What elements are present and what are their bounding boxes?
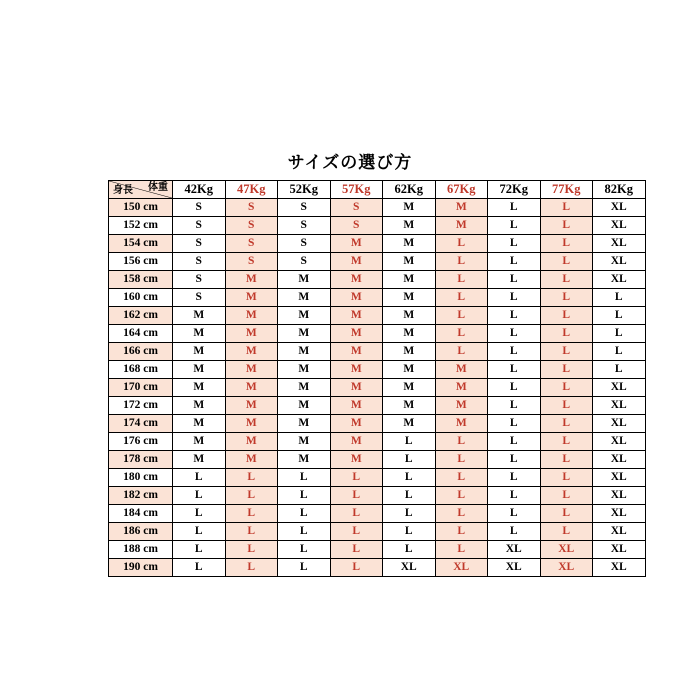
size-cell: M [173, 379, 226, 397]
size-cell: L [488, 271, 541, 289]
height-header-6: 162 cm [109, 307, 173, 325]
size-cell: M [330, 271, 383, 289]
size-cell: L [435, 235, 488, 253]
table-row [109, 253, 646, 271]
table-row [109, 415, 646, 433]
table-row [109, 451, 646, 469]
size-cell: L [225, 487, 278, 505]
size-cell: L [488, 523, 541, 541]
size-cell: M [330, 415, 383, 433]
weight-header-5: 67Kg [435, 181, 488, 199]
size-cell: L [540, 343, 593, 361]
height-header-3: 156 cm [109, 253, 173, 271]
size-cell: L [383, 505, 436, 523]
size-cell: L [488, 487, 541, 505]
size-cell: M [330, 235, 383, 253]
size-cell: L [225, 541, 278, 559]
size-cell: S [225, 217, 278, 235]
height-axis-label: 身長 [113, 185, 133, 196]
size-cell: XL [593, 199, 646, 217]
size-cell: L [435, 541, 488, 559]
size-cell: L [593, 289, 646, 307]
page-title: サイズの選び方 [287, 153, 413, 172]
height-header-12: 174 cm [109, 415, 173, 433]
size-cell: M [173, 361, 226, 379]
size-cell: M [383, 415, 436, 433]
size-cell: S [173, 271, 226, 289]
size-cell: L [488, 505, 541, 523]
size-cell: M [330, 289, 383, 307]
size-cell: XL [593, 415, 646, 433]
size-cell: L [278, 523, 331, 541]
size-cell: S [173, 253, 226, 271]
size-cell: XL [383, 559, 436, 577]
size-cell: L [593, 343, 646, 361]
size-cell: L [278, 469, 331, 487]
size-cell: L [540, 415, 593, 433]
size-cell: L [383, 469, 436, 487]
size-cell: M [330, 253, 383, 271]
table-row [109, 433, 646, 451]
size-cell: M [225, 451, 278, 469]
size-cell: L [540, 505, 593, 523]
size-cell: XL [593, 397, 646, 415]
size-cell: M [383, 361, 436, 379]
size-cell: L [593, 325, 646, 343]
table-row [109, 199, 646, 217]
size-cell: XL [593, 451, 646, 469]
height-header-20: 190 cm [109, 559, 173, 577]
size-cell: L [225, 469, 278, 487]
header-row [109, 181, 646, 199]
weight-axis-label: 体重 [148, 182, 168, 193]
weight-header-4: 62Kg [383, 181, 436, 199]
size-cell: M [173, 307, 226, 325]
height-header-7: 164 cm [109, 325, 173, 343]
size-cell: L [278, 487, 331, 505]
weight-header-8: 82Kg [593, 181, 646, 199]
size-cell: L [173, 523, 226, 541]
size-cell: L [435, 523, 488, 541]
size-cell: M [278, 325, 331, 343]
size-cell: L [540, 289, 593, 307]
size-cell: S [278, 199, 331, 217]
height-header-14: 178 cm [109, 451, 173, 469]
size-cell: M [383, 379, 436, 397]
weight-header-0: 42Kg [173, 181, 226, 199]
size-cell: S [173, 235, 226, 253]
table-row [109, 379, 646, 397]
size-cell: L [278, 559, 331, 577]
size-cell: XL [435, 559, 488, 577]
size-cell: M [330, 361, 383, 379]
size-cell: L [488, 289, 541, 307]
weight-header-2: 52Kg [278, 181, 331, 199]
size-cell: L [435, 271, 488, 289]
size-cell: M [225, 379, 278, 397]
size-cell: L [540, 451, 593, 469]
weight-header-1: 47Kg [225, 181, 278, 199]
size-cell: XL [593, 523, 646, 541]
height-header-15: 180 cm [109, 469, 173, 487]
size-cell: M [278, 361, 331, 379]
height-header-16: 182 cm [109, 487, 173, 505]
size-cell: L [593, 307, 646, 325]
size-cell: L [435, 451, 488, 469]
size-cell: XL [593, 487, 646, 505]
size-cell: S [173, 199, 226, 217]
size-cell: L [488, 253, 541, 271]
size-cell: L [540, 235, 593, 253]
size-cell: L [488, 379, 541, 397]
size-cell: L [225, 559, 278, 577]
size-cell: L [435, 469, 488, 487]
size-cell: L [330, 505, 383, 523]
size-cell: XL [540, 559, 593, 577]
height-header-13: 176 cm [109, 433, 173, 451]
size-cell: M [435, 397, 488, 415]
size-cell: L [540, 325, 593, 343]
size-cell: M [383, 235, 436, 253]
height-header-9: 168 cm [109, 361, 173, 379]
size-cell: XL [540, 541, 593, 559]
size-cell: XL [593, 469, 646, 487]
size-cell: S [330, 199, 383, 217]
size-cell: M [173, 433, 226, 451]
size-cell: M [225, 433, 278, 451]
size-cell: XL [593, 505, 646, 523]
size-cell: L [435, 505, 488, 523]
size-cell: M [278, 343, 331, 361]
size-cell: L [488, 325, 541, 343]
size-cell: M [225, 271, 278, 289]
table-row [109, 541, 646, 559]
size-cell: M [383, 325, 436, 343]
size-cell: M [435, 379, 488, 397]
size-chart [108, 180, 633, 577]
size-cell: M [278, 379, 331, 397]
size-cell: XL [593, 379, 646, 397]
height-header-2: 154 cm [109, 235, 173, 253]
size-cell: L [540, 487, 593, 505]
table-body [109, 199, 646, 577]
size-cell: M [225, 361, 278, 379]
size-cell: S [225, 235, 278, 253]
size-cell: M [383, 271, 436, 289]
size-cell: M [278, 433, 331, 451]
size-cell: S [278, 217, 331, 235]
height-header-5: 160 cm [109, 289, 173, 307]
size-cell: L [435, 253, 488, 271]
size-cell: L [540, 271, 593, 289]
size-cell: M [330, 397, 383, 415]
size-cell: M [330, 343, 383, 361]
height-header-10: 170 cm [109, 379, 173, 397]
size-cell: M [383, 217, 436, 235]
size-cell: XL [488, 541, 541, 559]
height-header-8: 166 cm [109, 343, 173, 361]
size-cell: L [383, 487, 436, 505]
corner-cell [109, 181, 173, 199]
height-header-17: 184 cm [109, 505, 173, 523]
size-cell: M [173, 325, 226, 343]
table-row [109, 361, 646, 379]
size-cell: M [225, 343, 278, 361]
size-cell: L [173, 487, 226, 505]
table-row [109, 505, 646, 523]
size-cell: M [173, 397, 226, 415]
table-row [109, 325, 646, 343]
size-cell: M [383, 397, 436, 415]
size-cell: M [225, 325, 278, 343]
size-cell: L [540, 379, 593, 397]
size-cell: L [488, 235, 541, 253]
size-cell: L [330, 469, 383, 487]
size-cell: L [173, 469, 226, 487]
size-cell: S [173, 289, 226, 307]
table-row [109, 397, 646, 415]
size-cell: L [278, 505, 331, 523]
size-cell: L [435, 343, 488, 361]
size-cell: L [225, 523, 278, 541]
size-cell: M [330, 433, 383, 451]
size-cell: L [435, 307, 488, 325]
size-cell: M [330, 307, 383, 325]
size-cell: L [330, 541, 383, 559]
size-cell: M [278, 271, 331, 289]
size-cell: L [540, 199, 593, 217]
table-header [109, 181, 646, 199]
weight-header-3: 57Kg [330, 181, 383, 199]
size-cell: L [488, 415, 541, 433]
size-cell: L [278, 541, 331, 559]
size-table [108, 180, 646, 577]
size-cell: S [225, 253, 278, 271]
size-cell: L [330, 559, 383, 577]
size-cell: M [225, 397, 278, 415]
size-cell: XL [593, 217, 646, 235]
size-cell: L [488, 469, 541, 487]
size-cell: M [383, 289, 436, 307]
table-row [109, 271, 646, 289]
size-cell: M [383, 307, 436, 325]
size-cell: M [435, 361, 488, 379]
height-header-0: 150 cm [109, 199, 173, 217]
size-cell: XL [593, 433, 646, 451]
size-cell: XL [593, 559, 646, 577]
size-cell: M [173, 451, 226, 469]
size-cell: L [488, 307, 541, 325]
size-cell: M [435, 199, 488, 217]
size-cell: L [593, 361, 646, 379]
size-cell: M [173, 343, 226, 361]
size-cell: XL [488, 559, 541, 577]
height-header-19: 188 cm [109, 541, 173, 559]
size-cell: S [225, 199, 278, 217]
size-cell: L [540, 469, 593, 487]
size-cell: XL [593, 235, 646, 253]
height-header-1: 152 cm [109, 217, 173, 235]
table-row [109, 469, 646, 487]
size-cell: M [383, 253, 436, 271]
size-cell: M [330, 325, 383, 343]
size-cell: L [540, 523, 593, 541]
size-cell: L [383, 433, 436, 451]
height-header-11: 172 cm [109, 397, 173, 415]
size-cell: S [278, 235, 331, 253]
size-cell: L [488, 343, 541, 361]
size-cell: L [488, 361, 541, 379]
weight-header-6: 72Kg [488, 181, 541, 199]
size-cell: L [225, 505, 278, 523]
size-cell: M [225, 307, 278, 325]
size-cell: L [540, 361, 593, 379]
size-cell: M [330, 451, 383, 469]
size-cell: M [278, 307, 331, 325]
size-cell: M [330, 379, 383, 397]
size-cell: L [383, 541, 436, 559]
table-row [109, 523, 646, 541]
size-cell: M [435, 217, 488, 235]
size-cell: L [488, 217, 541, 235]
size-cell: M [278, 415, 331, 433]
height-header-18: 186 cm [109, 523, 173, 541]
size-cell: M [383, 343, 436, 361]
size-cell: M [278, 289, 331, 307]
size-cell: L [540, 217, 593, 235]
size-cell: L [435, 433, 488, 451]
size-cell: L [435, 325, 488, 343]
size-cell: XL [593, 541, 646, 559]
size-cell: L [488, 451, 541, 469]
height-header-4: 158 cm [109, 271, 173, 289]
size-cell: M [278, 451, 331, 469]
size-cell: L [488, 433, 541, 451]
size-cell: M [173, 415, 226, 433]
size-cell: M [278, 397, 331, 415]
size-cell: L [435, 289, 488, 307]
size-cell: L [488, 397, 541, 415]
size-cell: L [540, 253, 593, 271]
size-cell: M [225, 415, 278, 433]
table-row [109, 235, 646, 253]
size-cell: L [540, 433, 593, 451]
table-row [109, 307, 646, 325]
table-row [109, 343, 646, 361]
table-row [109, 217, 646, 235]
size-cell: L [173, 505, 226, 523]
size-cell: S [278, 253, 331, 271]
size-cell: L [383, 451, 436, 469]
size-cell: L [330, 523, 383, 541]
table-row [109, 487, 646, 505]
size-cell: M [383, 199, 436, 217]
size-cell: XL [593, 271, 646, 289]
size-cell: XL [593, 253, 646, 271]
size-cell: M [435, 415, 488, 433]
size-cell: L [435, 487, 488, 505]
size-cell: S [173, 217, 226, 235]
size-cell: L [540, 397, 593, 415]
size-cell: S [330, 217, 383, 235]
size-cell: L [540, 307, 593, 325]
size-cell: M [225, 289, 278, 307]
size-cell: L [173, 559, 226, 577]
table-row [109, 289, 646, 307]
size-cell: L [488, 199, 541, 217]
table-row [109, 559, 646, 577]
size-cell: L [330, 487, 383, 505]
weight-header-7: 77Kg [540, 181, 593, 199]
size-cell: L [173, 541, 226, 559]
size-cell: L [383, 523, 436, 541]
